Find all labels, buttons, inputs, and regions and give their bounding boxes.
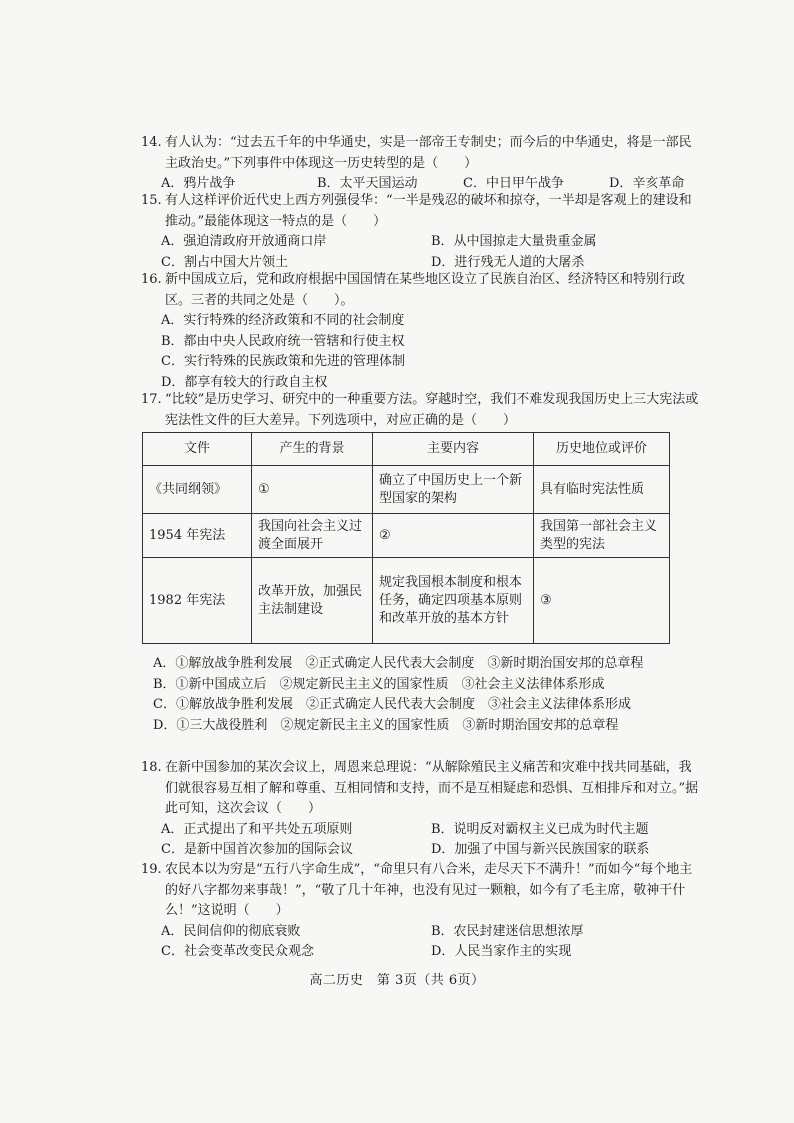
option-c: C．割占中国大片领土 xyxy=(161,254,288,270)
option-d: D．①三大战役胜利 ②规定新民主主义的国家性质 ③新时期治国安邦的总章程 xyxy=(153,717,619,733)
table-cell: 我国第一部社会主义类型的宪法 xyxy=(534,514,670,558)
option-a: A．强迫清政府开放通商口岸 xyxy=(161,234,327,249)
table-cell: ① xyxy=(252,466,373,514)
page-footer: 高二历史 第 3页（共 6页） xyxy=(309,973,485,988)
question-number: 14. xyxy=(141,135,162,150)
question-number: 15. xyxy=(141,193,162,208)
option-a: A．正式提出了和平共处五项原则 xyxy=(161,821,353,837)
option-c: C．社会变革改变民众观念 xyxy=(161,944,314,959)
question-16 xyxy=(141,270,701,393)
option-c: C．是新中国首次参加的国际会议 xyxy=(161,842,353,857)
option-b: B．①新中国成立后 ②规定新民主主义的国家性质 ③社会主义法律体系形成 xyxy=(153,676,605,692)
option-d: D．人民当家作主的实现 xyxy=(431,944,572,959)
option-c: C．实行特殊的民族政策和先进的管理体制 xyxy=(161,354,405,369)
question-number: 16. xyxy=(141,272,162,287)
option-b: B．太平天国运动 xyxy=(317,176,418,191)
option-a: A．民间信仰的彻底衰败 xyxy=(161,923,301,939)
option-b: B．从中国掠走大量贵重金属 xyxy=(431,234,597,249)
table-row xyxy=(143,466,670,514)
table-cell: 1982 年宪法 xyxy=(143,558,252,644)
option-d: D．都享有较大的行政自主权 xyxy=(161,374,328,390)
question-stem: 农民本以为穷是“五行八字命生成”，“命里只有八合米，走尽天下不满升！”而如今“每个地主的好八字都勿来事哉！”，“敬了几十年神，也没有见过一颗粮，如今有了毛主席，敬神干什么！”这说明（ ） xyxy=(165,862,693,918)
option-a: A．鸦片战争 xyxy=(161,176,236,191)
table-cell: ② xyxy=(373,514,534,558)
table-cell: 我国向社会主义过渡全面展开 xyxy=(252,514,373,558)
table-header-row xyxy=(143,433,670,466)
table-header: 产生的背景 xyxy=(252,433,373,466)
question-stem: 有人这样评价近代史上西方列强侵华：“一半是残忍的破坏和掠夺，一半却是客观上的建设和推动。”最能体现这一特点的是（ ） xyxy=(165,193,692,229)
option-b: B．都由中央人民政府统一管辖和行使主权 xyxy=(161,333,405,349)
table-cell: 确立了中国历史上一个新型国家的架构 xyxy=(373,466,534,514)
question-17 xyxy=(141,390,701,431)
table-row xyxy=(143,558,670,644)
question-19 xyxy=(141,860,701,963)
table-cell: ③ xyxy=(534,558,670,644)
question-15 xyxy=(141,191,701,273)
option-d: D．加强了中国与新兴民族国家的联系 xyxy=(431,842,650,857)
table-row xyxy=(143,514,670,558)
question-stem: 有人认为：“过去五千年的中华通史，实是一部帝王专制史；而今后的中华通史，将是一部民主政治史。”下列事件中体现这一历史转型的是（ ） xyxy=(165,135,692,171)
option-d: D．辛亥革命 xyxy=(609,176,685,191)
option-b: B．农民封建迷信思想浓厚 xyxy=(431,923,584,939)
question-14 xyxy=(141,133,701,195)
table-cell: 改革开放，加强民主法制建设 xyxy=(252,558,373,644)
option-b: B．说明反对霸权主义已成为时代主题 xyxy=(431,821,649,837)
constitution-comparison-table xyxy=(142,432,670,644)
option-a: A．①解放战争胜利发展 ②正式确定人民代表大会制度 ③新时期治国安邦的总章程 xyxy=(153,656,644,671)
table-cell: 《共同纲领》 xyxy=(143,466,252,514)
question-18 xyxy=(141,758,701,861)
table-header: 主要内容 xyxy=(373,433,534,466)
question-stem: 新中国成立后，党和政府根据中国国情在某些地区设立了民族自治区、经济特区和特别行政区。三者的共同之处是（ ）。 xyxy=(165,272,686,308)
option-d: D．进行残无人道的大屠杀 xyxy=(431,254,585,270)
table-cell: 规定我国根本制度和根本任务，确定四项基本原则和改革开放的基本方针 xyxy=(373,558,534,644)
table-cell: 1954 年宪法 xyxy=(143,514,252,558)
option-c: C．中日甲午战争 xyxy=(463,176,564,191)
question-stem: “比较”是历史学习、研究中的一种重要方法。穿越时空，我们不难发现我国历史上三大宪法或宪法性文件的巨大差异。下列选项中，对应正确的是（ ） xyxy=(165,392,699,428)
table-header: 历史地位或评价 xyxy=(534,433,670,466)
option-a: A．实行特殊的经济政策和不同的社会制度 xyxy=(161,313,405,328)
question-number: 19. xyxy=(141,862,162,877)
question-number: 18. xyxy=(141,760,162,775)
table-header: 文件 xyxy=(143,433,252,466)
question-stem: 在新中国参加的某次会议上，周恩来总理说：“从解除殖民主义痛苦和灾难中找共同基础，我们就很容易互相了解和尊重、互相同情和支持，而不是互相疑虑和恐惧、互相排斥和对立。”据此可知，这次会议（ ） xyxy=(165,760,699,816)
table-cell: 具有临时宪法性质 xyxy=(534,466,670,514)
question-number: 17. xyxy=(141,392,162,407)
question-17-options xyxy=(141,654,701,736)
option-c: C．①解放战争胜利发展 ②正式确定人民代表大会制度 ③社会主义法律体系形成 xyxy=(153,697,631,712)
